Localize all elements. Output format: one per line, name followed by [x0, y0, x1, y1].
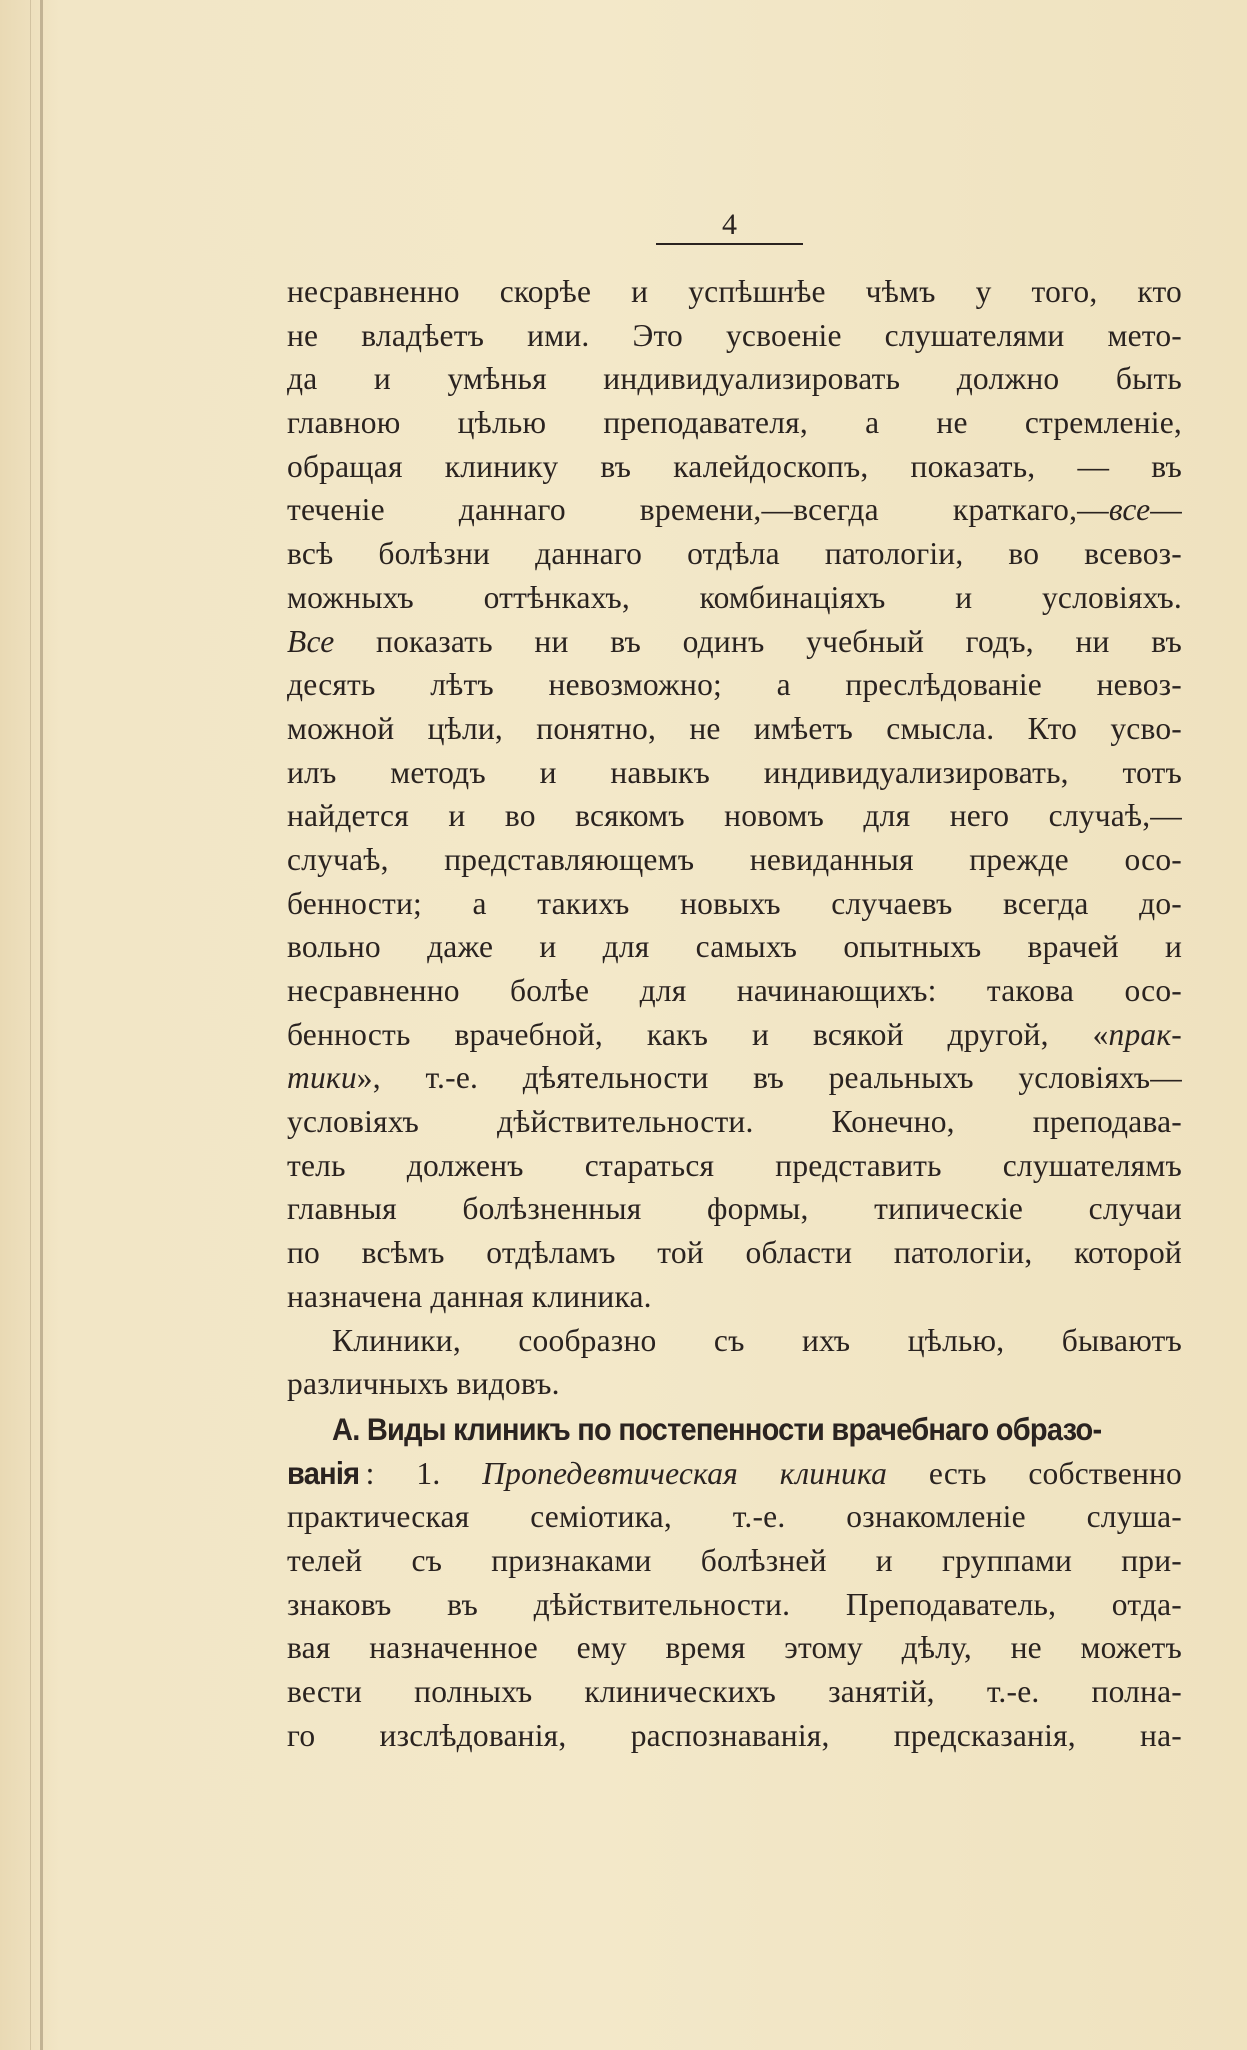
- text-line: несравненно скорѣе и успѣшнѣе чѣмъ у того, кто: [287, 274, 1182, 309]
- binding-edge: [30, 0, 31, 2050]
- text-run: есть собственно: [887, 1455, 1183, 1491]
- text-line: да и умѣнья индивидуализировать должно быть: [287, 361, 1182, 397]
- text-line: бенности; а такихъ новыхъ случаевъ всегда до-: [287, 885, 1182, 921]
- text-line: вольно даже и для самыхъ опытныхъ врачей и: [287, 929, 1182, 965]
- text-line: Клиники, сообразно съ ихъ цѣлью, бываютъ: [332, 1322, 1182, 1358]
- text-line: несравненно болѣе для начинающихъ: такова осо-: [287, 973, 1182, 1008]
- text-run: показать ни въ одинъ учебный годъ, ни въ: [334, 623, 1182, 659]
- text-line: можной цѣли, понятно, не имѣетъ смысла. Кто усво-: [287, 710, 1182, 746]
- text-line: [287, 488, 1182, 532]
- text-line: обращая клинику въ калейдоскопъ, показать, — въ: [287, 448, 1182, 484]
- section-heading: А. Виды клиникъ по постепенности врачебнаго образо-: [332, 1410, 1102, 1447]
- text-run: бенность врачебной, какъ и всякой другой, «: [287, 1016, 1109, 1052]
- italic-word: Все: [287, 623, 335, 659]
- text-line: тель долженъ стараться представить слушателямъ: [287, 1147, 1182, 1183]
- text-line: всѣ болѣзни даннаго отдѣла патологіи, во всевоз-: [287, 536, 1182, 572]
- italic-word: все: [1108, 492, 1151, 528]
- text-line: найдется и во всякомъ новомъ для него случаѣ,—: [287, 798, 1182, 834]
- paragraph-1: [287, 270, 1182, 1319]
- section-heading-paragraph: [287, 1408, 1182, 1758]
- text-line: го изслѣдованія, распознаванія, предсказанія, на-: [287, 1717, 1182, 1753]
- text-line: назначена данная клиника.: [287, 1278, 652, 1314]
- text-line: можныхъ оттѣнкахъ, комбинаціяхъ и условіяхъ.: [287, 579, 1182, 615]
- text-line: главною цѣлью преподавателя, а не стремленіе,: [287, 405, 1182, 441]
- text-line: случаѣ, представляющемъ невиданныя прежде осо-: [287, 841, 1182, 877]
- text-line: вая назначенное ему время этому дѣлу, не можетъ: [287, 1630, 1182, 1666]
- text-line: [287, 1056, 1182, 1100]
- text-line: [287, 620, 1182, 664]
- body-text: [287, 270, 1182, 1757]
- clinic-title: Пропедевтическая клиника: [482, 1455, 888, 1491]
- text-run: теченіе даннаго времени,—всегда краткаго,—: [287, 492, 1109, 528]
- section-heading-line: [287, 1408, 1182, 1452]
- paragraph-2: [287, 1319, 1182, 1406]
- text-line: илъ методъ и навыкъ индивидуализировать, тотъ: [287, 754, 1182, 790]
- text-run: —: [1150, 492, 1182, 528]
- text-line: знаковъ въ дѣйствительности. Преподаватель, отда-: [287, 1586, 1182, 1622]
- text-line: условіяхъ дѣйствительности. Конечно, преподава-: [287, 1104, 1182, 1140]
- text-line: главныя болѣзненныя формы, типическіе случаи: [287, 1191, 1182, 1227]
- text-line: десять лѣтъ невозможно; а преслѣдованіе невоз-: [287, 667, 1182, 703]
- text-line: по всѣмъ отдѣламъ той области патологіи, которой: [287, 1235, 1182, 1271]
- italic-word: тики: [287, 1060, 357, 1096]
- text-line: телей съ признаками болѣзней и группами при-: [287, 1542, 1182, 1578]
- page-number-rule: [656, 243, 803, 245]
- text-line: [287, 1013, 1182, 1057]
- binding-edge-line: [40, 0, 43, 2050]
- text-line: вести полныхъ клиническихъ занятій, т.-е. полна-: [287, 1674, 1182, 1709]
- text-line: [287, 1452, 1182, 1496]
- section-heading-end: ванія: [287, 1454, 360, 1491]
- text-line: различныхъ видовъ.: [287, 1366, 560, 1402]
- page-number: 4: [722, 208, 737, 241]
- item-number: : 1.: [365, 1455, 483, 1491]
- text-line: практическая семіотика, т.-е. ознакомленіе слуша-: [287, 1499, 1182, 1535]
- text-line: не владѣетъ ими. Это усвоеніе слушателями мето-: [287, 317, 1182, 353]
- text-run: », т.-е. дѣятельности въ реальныхъ условіяхъ—: [356, 1060, 1182, 1096]
- italic-word: прак-: [1108, 1016, 1182, 1052]
